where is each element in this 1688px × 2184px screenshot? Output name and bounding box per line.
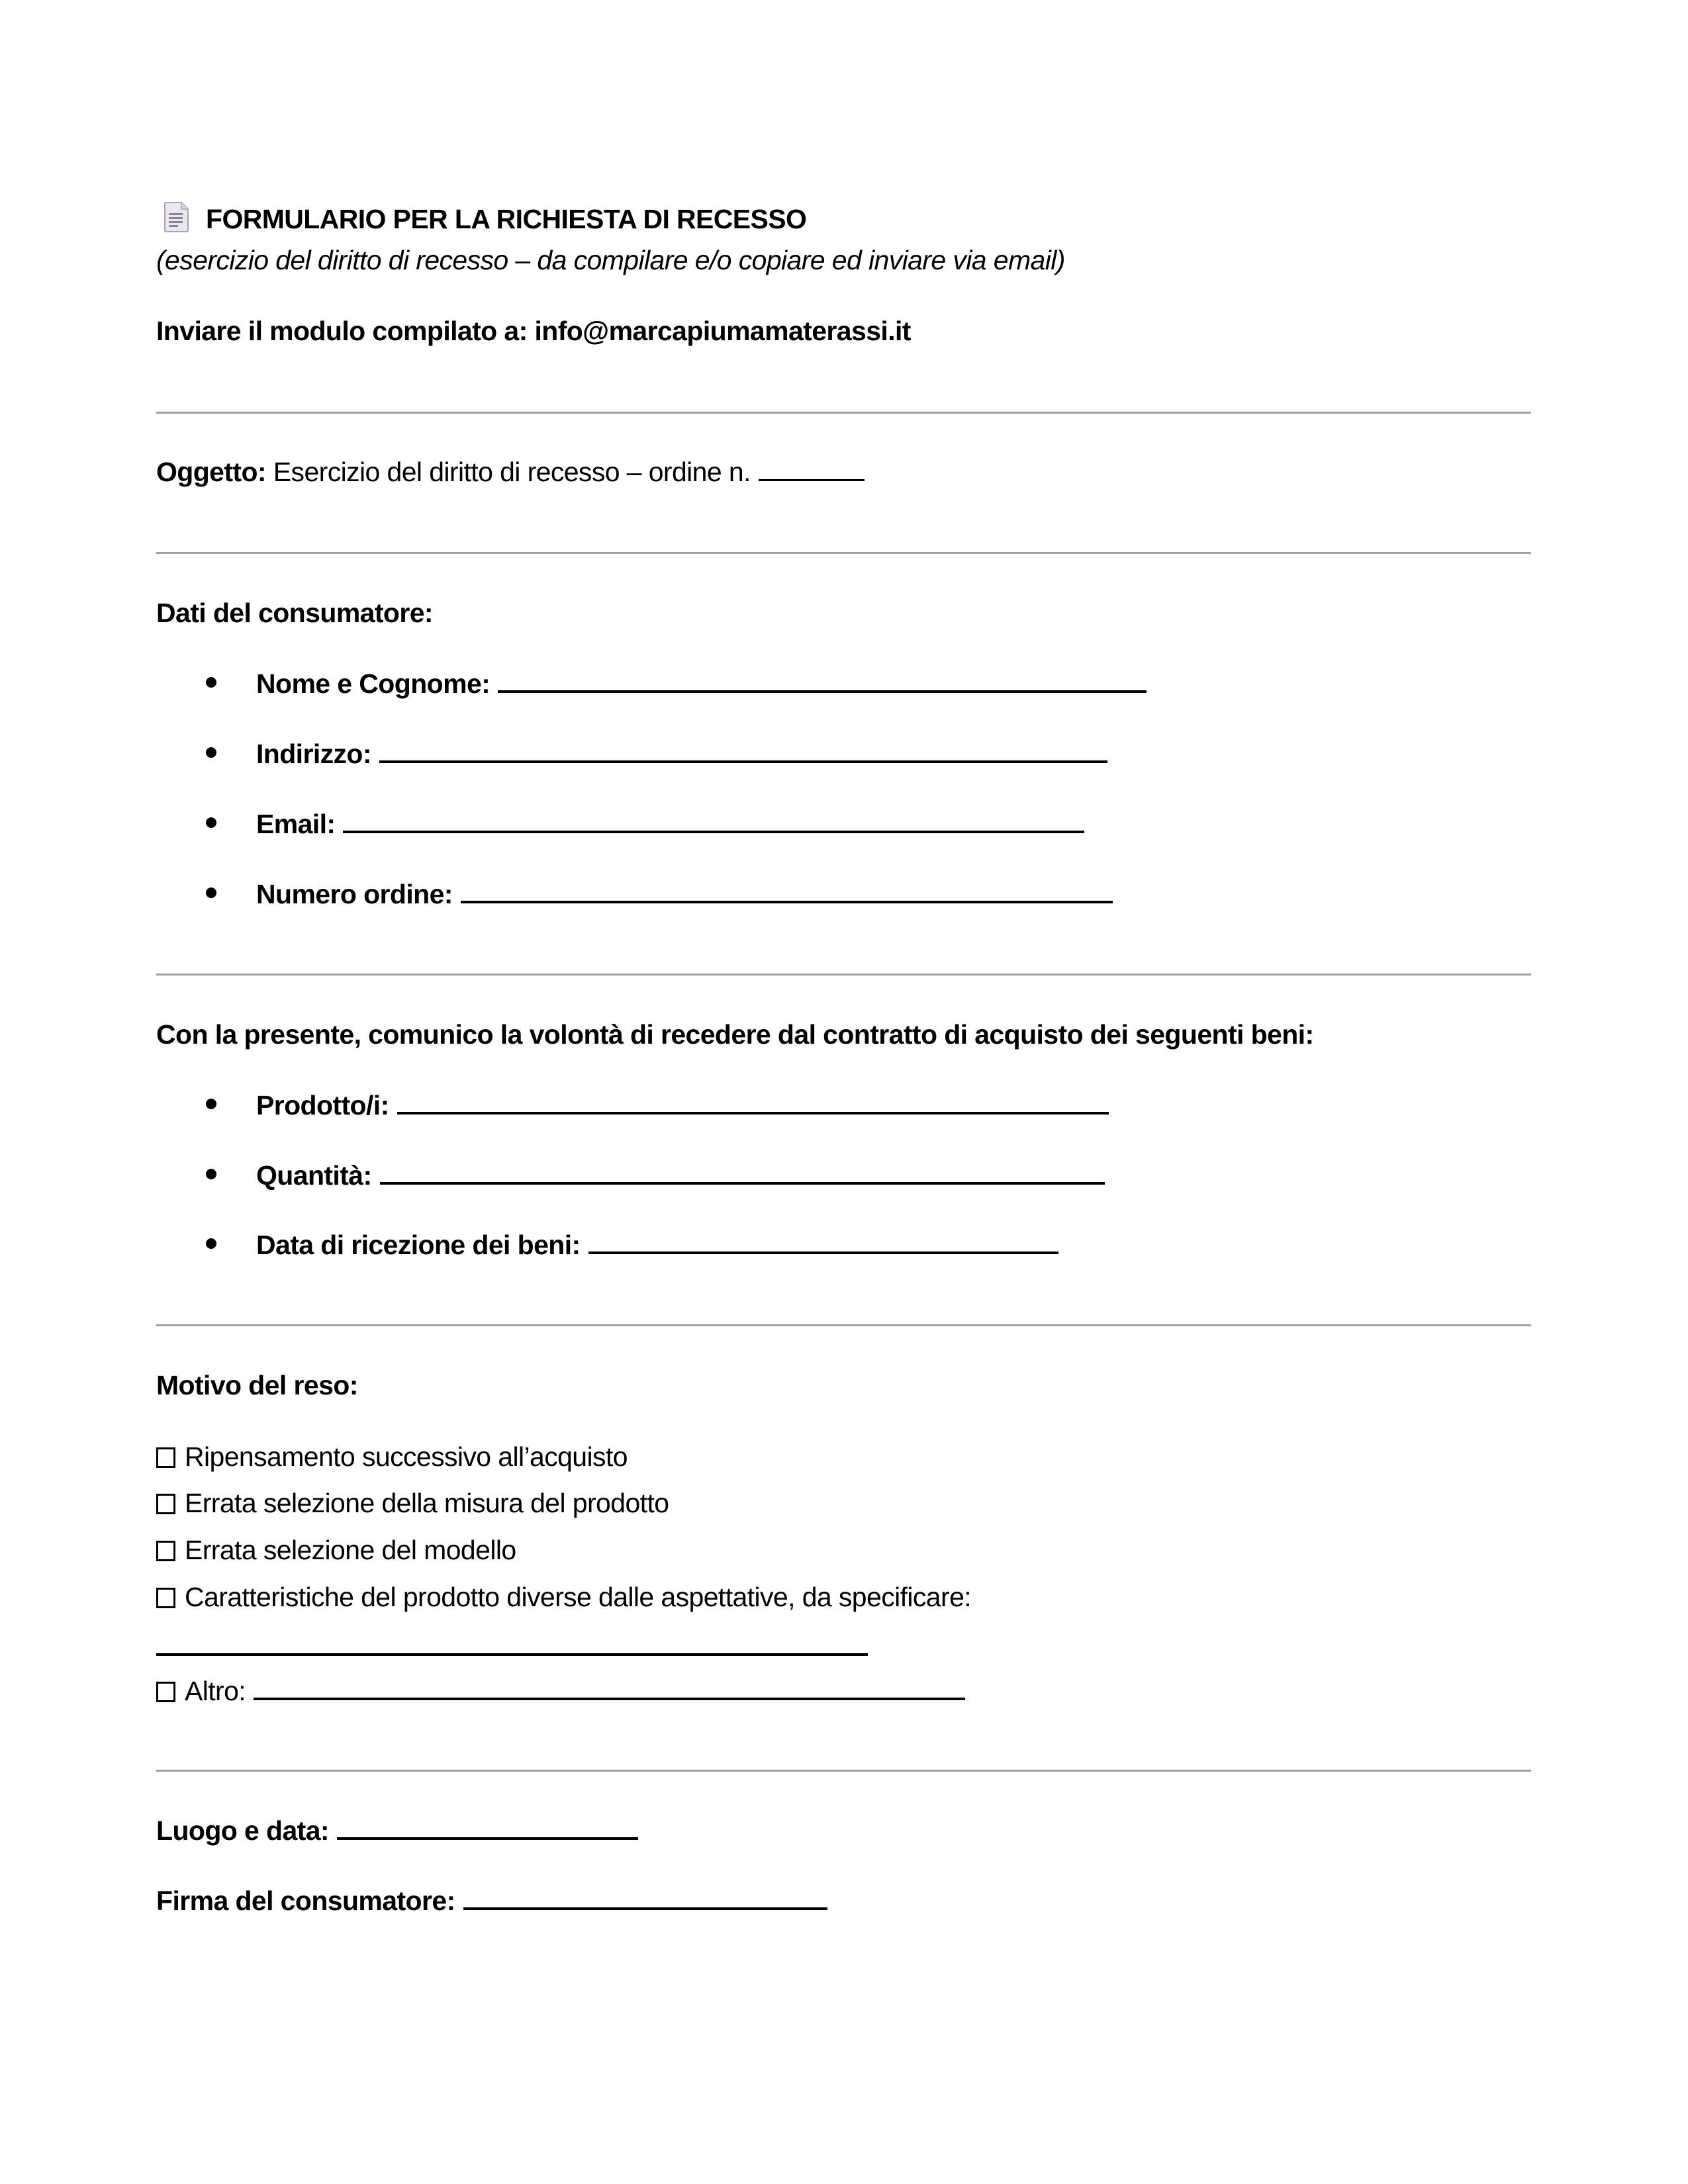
bullet-icon (206, 1238, 216, 1249)
reason-heading: Motivo del reso: (156, 1370, 358, 1400)
document-icon (164, 202, 189, 232)
field-label: Quantità: (256, 1160, 372, 1191)
address-field[interactable] (379, 760, 1107, 763)
option-label: Ripensamento successivo all’acquisto (185, 1441, 628, 1472)
reason-option[interactable] (156, 1584, 971, 1611)
order-number-field[interactable] (759, 478, 865, 481)
divider (156, 1770, 1531, 1772)
place-date-line (156, 1817, 638, 1844)
checkbox[interactable] (156, 1541, 175, 1561)
subject-text: Esercizio del diritto di recesso – ordine n. (273, 457, 751, 487)
order-number-input[interactable] (461, 900, 1113, 903)
reason-option[interactable] (156, 1537, 516, 1564)
specify-field[interactable] (156, 1653, 868, 1656)
signature-line (156, 1888, 827, 1915)
field-label: Email: (256, 809, 336, 839)
other-reason-field[interactable] (254, 1697, 965, 1700)
divider (156, 974, 1531, 976)
consumer-field-order (256, 881, 1113, 908)
checkbox[interactable] (156, 1447, 175, 1468)
specify-line (156, 1633, 868, 1661)
field-label: Indirizzo: (256, 739, 371, 769)
field-label: Numero ordine: (256, 879, 453, 909)
send-to-label: Inviare il modulo compilato a: (156, 316, 528, 346)
divider (156, 412, 1531, 414)
send-to-line (156, 318, 911, 345)
name-field[interactable] (498, 690, 1147, 693)
place-date-field[interactable] (337, 1837, 638, 1840)
subject-line (156, 459, 865, 486)
bullet-icon (206, 817, 216, 828)
reason-option[interactable] (156, 1490, 669, 1517)
form-title: FORMULARIO PER LA RICHIESTA DI RECESSO (206, 204, 807, 234)
field-label: Data di ricezione dei beni: (256, 1230, 581, 1260)
bullet-icon (206, 1099, 216, 1109)
divider (156, 1324, 1531, 1326)
bullet-icon (206, 677, 216, 688)
signature-label: Firma del consumatore: (156, 1886, 455, 1916)
option-label: Errata selezione della misura del prodotto (185, 1488, 669, 1518)
option-label: Altro: (185, 1676, 246, 1706)
email-field[interactable] (343, 830, 1084, 833)
checkbox[interactable] (156, 1588, 175, 1608)
send-to-email[interactable]: info@marcapiumamaterassi.it (534, 316, 911, 346)
withdrawal-field-products (256, 1092, 1109, 1119)
bullet-icon (206, 887, 216, 898)
consumer-field-email (256, 811, 1084, 838)
products-field[interactable] (397, 1111, 1109, 1115)
bullet-icon (206, 747, 216, 758)
option-label: Errata selezione del modello (185, 1535, 516, 1565)
withdrawal-heading: Con la presente, comunico la volontà di recedere dal contratto di acquisto dei seguenti beni: (156, 1019, 1314, 1050)
option-label: Caratteristiche del prodotto diverse dalle aspettative, da specificare: (185, 1582, 972, 1612)
receipt-date-field[interactable] (588, 1251, 1058, 1254)
subject-label: Oggetto: (156, 457, 266, 487)
form-subtitle: (esercizio del diritto di recesso – da compilare e/o copiare ed inviare via email) (156, 245, 1065, 275)
quantity-field[interactable] (380, 1181, 1105, 1185)
bullet-icon (206, 1169, 216, 1179)
field-label: Nome e Cognome: (256, 668, 491, 699)
field-label: Prodotto/i: (256, 1090, 389, 1120)
consumer-field-name (256, 670, 1147, 698)
withdrawal-field-quantity (256, 1162, 1105, 1189)
withdrawal-field-receipt-date (256, 1232, 1058, 1259)
consumer-field-address (256, 741, 1107, 768)
checkbox[interactable] (156, 1682, 175, 1702)
place-date-label: Luogo e data: (156, 1815, 329, 1846)
checkbox[interactable] (156, 1494, 175, 1514)
reason-option[interactable] (156, 1443, 628, 1471)
reason-option-other[interactable] (156, 1678, 965, 1705)
consumer-heading: Dati del consumatore: (156, 598, 433, 628)
signature-field[interactable] (463, 1907, 827, 1910)
divider (156, 552, 1531, 554)
